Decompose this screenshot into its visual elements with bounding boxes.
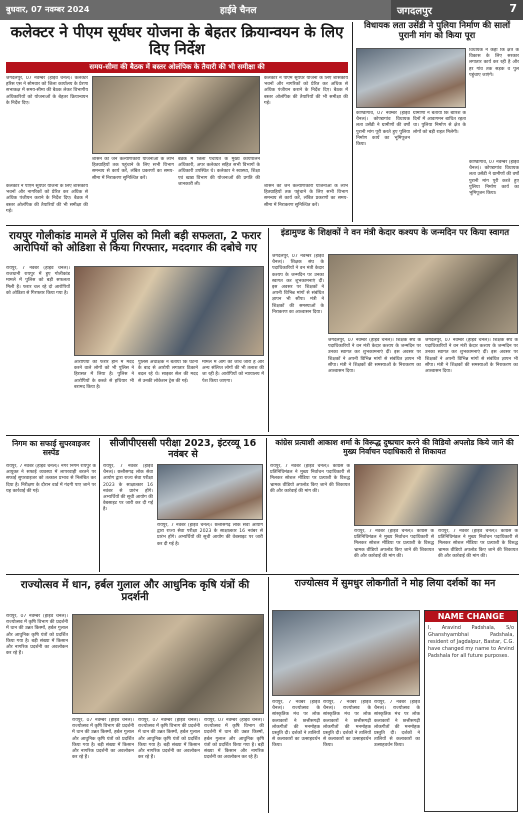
nigam-headline: निगम का सफाई सुपरवाइजर सस्पेंड <box>12 439 90 457</box>
teachers-col-1: जगदलपुर, 07 नवम्बर (हाईवे चैनल)। शिक्षक संघ के पदाधिकारियों ने वन मंत्री केदार कश्यप के जन्मदिन पर उनका स्वागत कर शुभकामनाएं दीं। इस अवसर पर शिक्षकों ने अपनी विभिन्न मांगों से संबंधित ज्ञापन भी सौंपा। मंत्री ने शिक्षकों की समस्याओं के निराकरण का आश्वासन दिया। <box>272 254 324 315</box>
teachers-headline: इंडामुण्ड के शिक्षकों ने वन मंत्री केदार कश्यप के जन्मदिन पर किया स्वागत <box>280 228 510 238</box>
rajyotsav-folk-headline: राज्योत्सव में सुमधुर लोकगीतों ने मोह लिया दर्शकों का मन <box>294 578 496 589</box>
congress-col-1: रायपुर, 7 नवंबर (हाईवे चैनल)। कांग्रेस के प्रतिनिधिमंडल ने मुख्य निर्वाचन पदाधिकारी से मिलकर सोशल मीडिया पर प्रत्याशी के विरुद्ध भ्रामक वीडियो अपलोड किए जाने की शिकायत की और कार्रवाई की मांग की। <box>270 464 350 494</box>
issue-date: बुधवार, 07 नवम्बर 2024 <box>6 5 90 14</box>
page-number: 7 <box>509 2 517 15</box>
police-col-3: पुलिस अधीक्षक ने बताया कि घटना के बाद से आरोपी लगातार ठिकाने बदल रहे थे। साइबर सेल की मदद से उनकी लोकेशन ट्रेस की गई। <box>138 360 198 384</box>
name-change-title: NAME CHANGE <box>425 611 517 622</box>
lead-col-2: कलेक्टर ने पीएम सूर्यघर योजना के लिए शासकीय भवनों और नागरिकों को प्रेरित कर अधिक से अधिक पंजीयन कराने के निर्देश दिए। बैठक में बस्तर ओलंपिक की तैयारियों की भी समीक्षा की गई। <box>264 76 348 106</box>
congress-col-2: रायपुर, 7 नवंबर (हाईवे चैनल)। कांग्रेस के प्रतिनिधिमंडल ने मुख्य निर्वाचन पदाधिकारी से मिलकर सोशल मीडिया पर प्रत्याशी के विरुद्ध भ्रामक वीडियो अपलोड किए जाने की शिकायत की और कार्रवाई की मांग की। <box>354 529 434 559</box>
lead-col-4: बैठक में जिला पंचायत के मुख्य कार्यपालन अधिकारी, अपर कलेक्टर सहित सभी विभागों के अधिकारी उपस्थित थे। कलेक्टर ने स्वास्थ्य, शिक्षा एवं खाद्य विभाग की योजनाओं की प्रगति की जानकारी ली। <box>178 157 260 187</box>
lead-col-1: जगदलपुर, 07 नवम्बर (हाईवे चैनल)। कलेक्टर हरिस एस ने सोमवार को जिला कार्यालय के प्रेरणा सभाकक्ष में समय-सीमा की बैठक लेकर विभागीय अधिकारियों को योजनाओं के बेहतर क्रियान्वयन के निर्देश दिए। <box>6 76 88 106</box>
page-header <box>0 0 523 20</box>
name-change-ad <box>424 610 518 812</box>
teachers-col-3: जगदलपुर, 07 नवम्बर (हाईवे चैनल)। शिक्षक संघ के पदाधिकारियों ने वन मंत्री केदार कश्यप के जन्मदिन पर उनका स्वागत कर शुभकामनाएं दीं। इस अवसर पर शिक्षकों ने अपनी विभिन्न मांगों से संबंधित ज्ञापन भी सौंपा। मंत्री ने शिक्षकों की समस्याओं के निराकरण का आश्वासन दिया। <box>425 338 518 375</box>
rajyotsav-folk-photo <box>272 610 420 696</box>
mla-col-4: कोण्डागांव, 07 नवम्बर (हाईवे चैनल)। कोण्डागांव विधायक लता उसेंडी ने ग्रामीणों की वर्षों पुरानी मांग पूरी करते हुए पुलिया निर्माण कार्य का भूमिपूजन किया। <box>469 160 519 197</box>
rajyotsav-agri-col-3: रायपुर, 07 नवम्बर (हाईवे चैनल)। राज्योत्सव में कृषि विभाग की प्रदर्शनी में धान की उन्नत किस्मों, हर्बल गुलाल और आधुनिक कृषि यंत्रों को प्रदर्शित किया गया है। बड़ी संख्या में किसान और नागरिक प्रदर्शनी का अवलोकन कर रहे हैं। <box>138 718 200 761</box>
congress-photo <box>354 464 518 526</box>
congress-headline: कांग्रेस प्रत्याशी आकाश शर्मा के विरूद्ध दुष्प्रचार करने की विडियो अपलोड किये जाने की मुख्य निर्वाचन पदाधिकारी से शिकायत <box>275 438 514 456</box>
mla-col-3: विधायक ने कहा कि क्षेत्र के विकास के लिए सरकार लगातार कार्य कर रही है और हर गांव तक सड़क व पुल पहुंचाए जाएंगे। <box>469 48 519 78</box>
rajyotsav-agri-col-4: रायपुर, 07 नवम्बर (हाईवे चैनल)। राज्योत्सव में कृषि विभाग की प्रदर्शनी में धान की उन्नत किस्मों, हर्बल गुलाल और आधुनिक कृषि यंत्रों को प्रदर्शित किया गया है। बड़ी संख्या में किसान और नागरिक प्रदर्शनी का अवलोकन कर रहे हैं। <box>204 718 264 761</box>
name-change-body: I, Aravind Padshala, S/o Ghanshyambhai Padshala, resident of Jagdalpur, Bastar, C.G. have changed my name to Arvind Padshala for all future purposes. <box>428 625 514 659</box>
city-block <box>391 0 523 20</box>
lead-headline: कलेक्टर ने पीएम सूर्यघर योजना के बेहतर क्रियान्वयन के लिए दिए निर्देश <box>10 23 344 59</box>
rajyotsav-agri-photo <box>72 614 264 714</box>
police-col-2: आरोपियों को फरार होने में मदद करने वाले लोगों को भी पुलिस ने हिरासत में लिया है। पुलिस ने आरोपियों के कब्जे से हथियार भी बरामद किया है। <box>74 360 134 390</box>
lead-col-2b: शासन की जन कल्याणकारी योजनाओं के लाभ हितग्राहियों तक पहुंचाने के लिए सभी विभाग समन्वय से कार्य करें, लंबित प्रकरणों का समय-सीमा में निराकरण सुनिश्चित करें। <box>264 184 348 208</box>
rajyotsav-folk-col-2: रायपुर, 7 नवंबर (हाईवे चैनल)। राज्योत्सव के सांस्कृतिक मंच पर लोक कलाकारों ने छत्तीसगढ़ी लोकगीतों की मनमोहक प्रस्तुति दी। दर्शकों ने तालियों से कलाकारों का उत्साहवर्धन किया। <box>323 700 371 749</box>
column-divider-3 <box>99 438 100 572</box>
teachers-photo <box>328 254 518 334</box>
mla-headline: विधायक लता उसेंडी ने पुलिया निर्माण की सालों पुरानी मांग को किया पूरा <box>363 21 511 41</box>
rajyotsav-agri-col-2: रायपुर, 07 नवम्बर (हाईवे चैनल)। राज्योत्सव में कृषि विभाग की प्रदर्शनी में धान की उन्नत किस्मों, हर्बल गुलाल और आधुनिक कृषि यंत्रों को प्रदर्शित किया गया है। बड़ी संख्या में किसान और नागरिक प्रदर्शनी का अवलोकन कर रहे हैं। <box>72 718 134 761</box>
mla-photo <box>356 48 466 108</box>
police-photo <box>74 266 264 356</box>
section-rule-2 <box>6 435 519 436</box>
rajyotsav-folk-col-1: रायपुर, 7 नवंबर (हाईवे चैनल)। राज्योत्सव के सांस्कृतिक मंच पर लोक कलाकारों ने छत्तीसगढ़ी लोकगीतों की मनमोहक प्रस्तुति दी। दर्शकों ने तालियों से कलाकारों का उत्साहवर्धन किया। <box>272 700 320 749</box>
column-divider <box>352 22 353 222</box>
city-name: जगदलपुर <box>397 6 432 17</box>
lead-subhead: समय-सीमा की बैठक में बस्तर ओलंपिक के तैयारी की भी समीक्षा की <box>6 62 348 73</box>
lead-col-3: शासन की जन कल्याणकारी योजनाओं के लाभ हितग्राहियों तक पहुंचाने के लिए सभी विभाग समन्वय से कार्य करें, लंबित प्रकरणों का समय-सीमा में निराकरण सुनिश्चित करें। <box>92 157 174 181</box>
column-divider-5 <box>268 577 269 813</box>
rajyotsav-folk-col-3: रायपुर, 7 नवंबर (हाईवे चैनल)। राज्योत्सव के सांस्कृतिक मंच पर लोक कलाकारों ने छत्तीसगढ़ी लोकगीतों की मनमोहक प्रस्तुति दी। दर्शकों ने तालियों से कलाकारों का उत्साहवर्धन किया। <box>374 700 420 749</box>
police-headline: रायपुर गोलीकांड मामले में पुलिस को मिली बड़ी सफलता, 2 फरार आरोपियों को ओडिशा से किया गिरफ्तार, मददगार की दबोचे गए <box>8 230 262 255</box>
cgpsc-photo <box>157 464 263 520</box>
police-col-4: मामले में आगे की जांच जारी है और अन्य संलिप्त लोगों की भी तलाश की जा रही है। आरोपियों को न्यायालय में पेश किया जाएगा। <box>202 360 264 384</box>
cgpsc-col-1: रायपुर, 7 नवंबर (हाईवे चैनल)। छत्तीसगढ़ लोक सेवा आयोग द्वारा राज्य सेवा परीक्षा 2023 के साक्षात्कार 16 नवंबर से प्रारंभ होंगे। अभ्यर्थियों की सूची आयोग की वेबसाइट पर जारी कर दी गई है। <box>103 464 153 513</box>
column-divider-4 <box>266 438 267 572</box>
masthead: हाईवे चैनल <box>220 6 257 16</box>
police-col-1: रायपुर, 7 नवंबर (हाईवे चैनल)। राजधानी रायपुर में हुए गोलीकांड मामले में पुलिस को बड़ी सफलता मिली है। फरार चल रहे दो आरोपियों को ओडिशा से गिरफ्तार किया गया है। <box>6 266 70 296</box>
cgpsc-headline: सीजीपीएससी परीक्षा 2023, इंटरव्यू 16 नवंबर से <box>109 438 257 460</box>
rajyotsav-agri-col-1: रायपुर, 07 नवम्बर (हाईवे चैनल)। राज्योत्सव में कृषि विभाग की प्रदर्शनी में धान की उन्नत किस्मों, हर्बल गुलाल और आधुनिक कृषि यंत्रों को प्रदर्शित किया गया है। बड़ी संख्या में किसान और नागरिक प्रदर्शनी का अवलोकन कर रहे हैं। <box>6 614 68 657</box>
lead-photo <box>92 76 260 154</box>
nigam-body: रायपुर, 7 नवंबर (हाईवे चैनल)। नगर निगम रायपुर के आयुक्त ने सफाई व्यवस्था में लापरवाही बरतने पर सफाई सुपरवाइजर को तत्काल प्रभाव से निलंबित कर दिया है। निरीक्षण के दौरान वार्ड में गंदगी पाए जाने पर यह कार्रवाई की गई। <box>6 464 96 494</box>
lead-col-1b: कलेक्टर ने पीएम सूर्यघर योजना के लिए शासकीय भवनों और नागरिकों को प्रेरित कर अधिक से अधिक पंजीयन कराने के निर्देश दिए। बैठक में बस्तर ओलंपिक की तैयारियों की भी समीक्षा की गई। <box>6 184 88 214</box>
teachers-col-2: जगदलपुर, 07 नवम्बर (हाईवे चैनल)। शिक्षक संघ के पदाधिकारियों ने वन मंत्री केदार कश्यप के जन्मदिन पर उनका स्वागत कर शुभकामनाएं दीं। इस अवसर पर शिक्षकों ने अपनी विभिन्न मांगों से संबंधित ज्ञापन भी सौंपा। मंत्री ने शिक्षकों की समस्याओं के निराकरण का आश्वासन दिया। <box>328 338 421 375</box>
column-divider-2 <box>268 228 269 432</box>
rajyotsav-agri-headline: राज्योत्सव में धान, हर्बल गुलाल और आधुनिक कृषि यंत्रों की प्रदर्शनी <box>20 579 250 604</box>
section-rule <box>6 225 519 226</box>
cgpsc-col-2: रायपुर, 7 नवंबर (हाईवे चैनल)। छत्तीसगढ़ लोक सेवा आयोग द्वारा राज्य सेवा परीक्षा 2023 के साक्षात्कार 16 नवंबर से प्रारंभ होंगे। अभ्यर्थियों की सूची आयोग की वेबसाइट पर जारी कर दी गई है। <box>157 523 263 547</box>
mla-col-2: ग्रामीणों ने बताया कि बारिश के दिनों में आवागमन बाधित रहता था। पुलिया निर्माण से क्षेत्र के लोगों को बड़ी राहत मिलेगी। <box>413 111 466 135</box>
section-rule-3 <box>6 574 519 575</box>
congress-col-3: रायपुर, 7 नवंबर (हाईवे चैनल)। कांग्रेस के प्रतिनिधिमंडल ने मुख्य निर्वाचन पदाधिकारी से मिलकर सोशल मीडिया पर प्रत्याशी के विरुद्ध भ्रामक वीडियो अपलोड किए जाने की शिकायत की और कार्रवाई की मांग की। <box>438 529 518 559</box>
mla-col-1: कोण्डागांव, 07 नवम्बर (हाईवे चैनल)। कोण्डागांव विधायक लता उसेंडी ने ग्रामीणों की वर्षों पुरानी मांग पूरी करते हुए पुलिया निर्माण कार्य का भूमिपूजन किया। <box>356 111 410 148</box>
